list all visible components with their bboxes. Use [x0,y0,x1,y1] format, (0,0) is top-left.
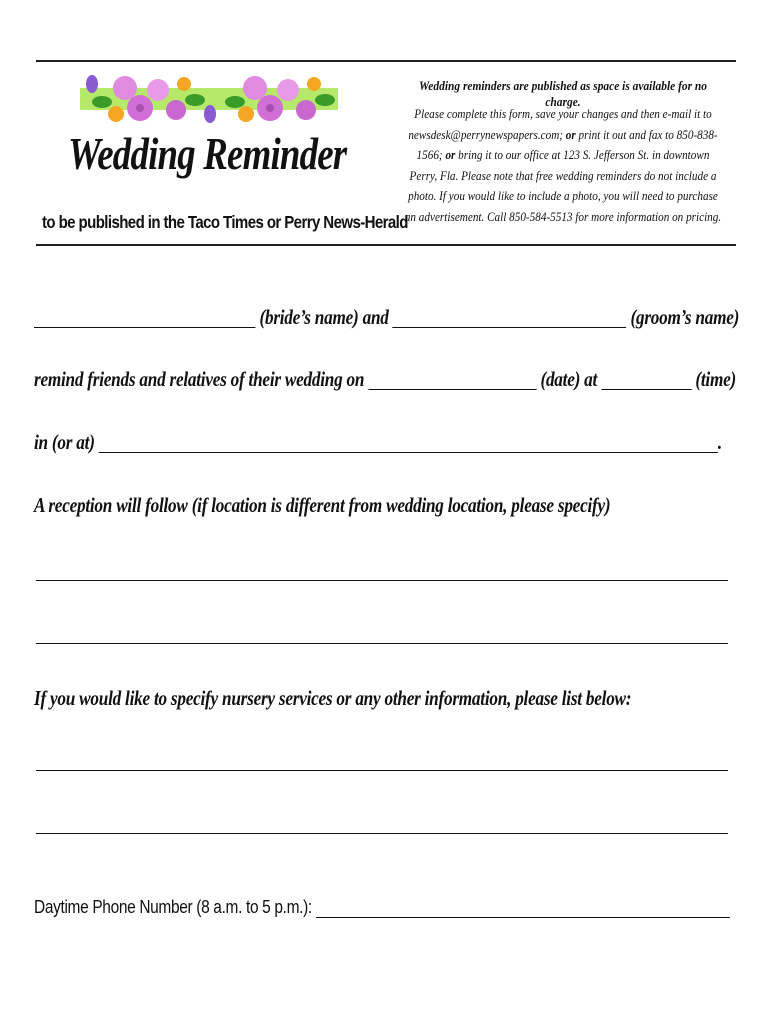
wedding-date-field[interactable] [368,368,536,390]
notice-text [404,104,722,227]
notice-or-1: or [565,126,576,142]
reception-label: A reception will follow (if location is different from wedding location, please specify) [34,493,611,517]
wedding-time-field[interactable] [601,368,691,390]
top-rule [36,60,736,62]
phone-number-field[interactable] [316,917,730,918]
grooms-name-field[interactable] [393,306,627,328]
date-time-line [34,367,736,392]
reception-field-1[interactable] [36,580,728,581]
remind-label: remind friends and relatives of their wedding on [34,367,365,391]
brides-name-field[interactable] [34,306,255,328]
grooms-name-label: (groom’s name) [630,305,740,329]
reception-field-2[interactable] [36,643,728,644]
page-title: Wedding Reminder [68,129,347,179]
nursery-label: If you would like to specify nursery services or any other information, please list below: [34,686,632,710]
notice-part-3: bring it to our office at 123 S. Jefferson St. in downtown Perry, Fla. Please note that free wedding reminders do not include a photo. If you would like to include a photo, you will need to purchase an advertisement. Call 850-584-5513 for more information on pricing. [404,147,722,224]
header-bottom-rule [36,244,736,246]
page-subtitle: to be published in the Taco Times or Perry News-Herald [42,212,408,232]
nursery-field-1[interactable] [36,770,728,771]
brides-name-label: (bride’s name) and [259,305,389,329]
flower-border-decoration [80,70,338,130]
time-label: (time) [695,367,736,391]
notice-part-1: Please complete this form, save your changes and then e-mail it to newsdesk@perrynewspapers.com; [408,106,712,142]
notice-heading: Wedding reminders are published as space is available for no charge. [418,78,708,109]
wedding-location-field[interactable] [99,431,718,453]
notice-or-2: or [445,147,456,162]
nursery-field-2[interactable] [36,833,728,834]
location-period: . [717,430,722,454]
location-line [34,430,722,455]
names-line [34,305,739,330]
phone-label: Daytime Phone Number (8 a.m. to 5 p.m.): [34,897,312,917]
notice-part-2: print it out and fax to 850-838-1566; [416,126,718,162]
date-label: (date) at [540,367,598,391]
location-label: in (or at) [34,430,95,454]
